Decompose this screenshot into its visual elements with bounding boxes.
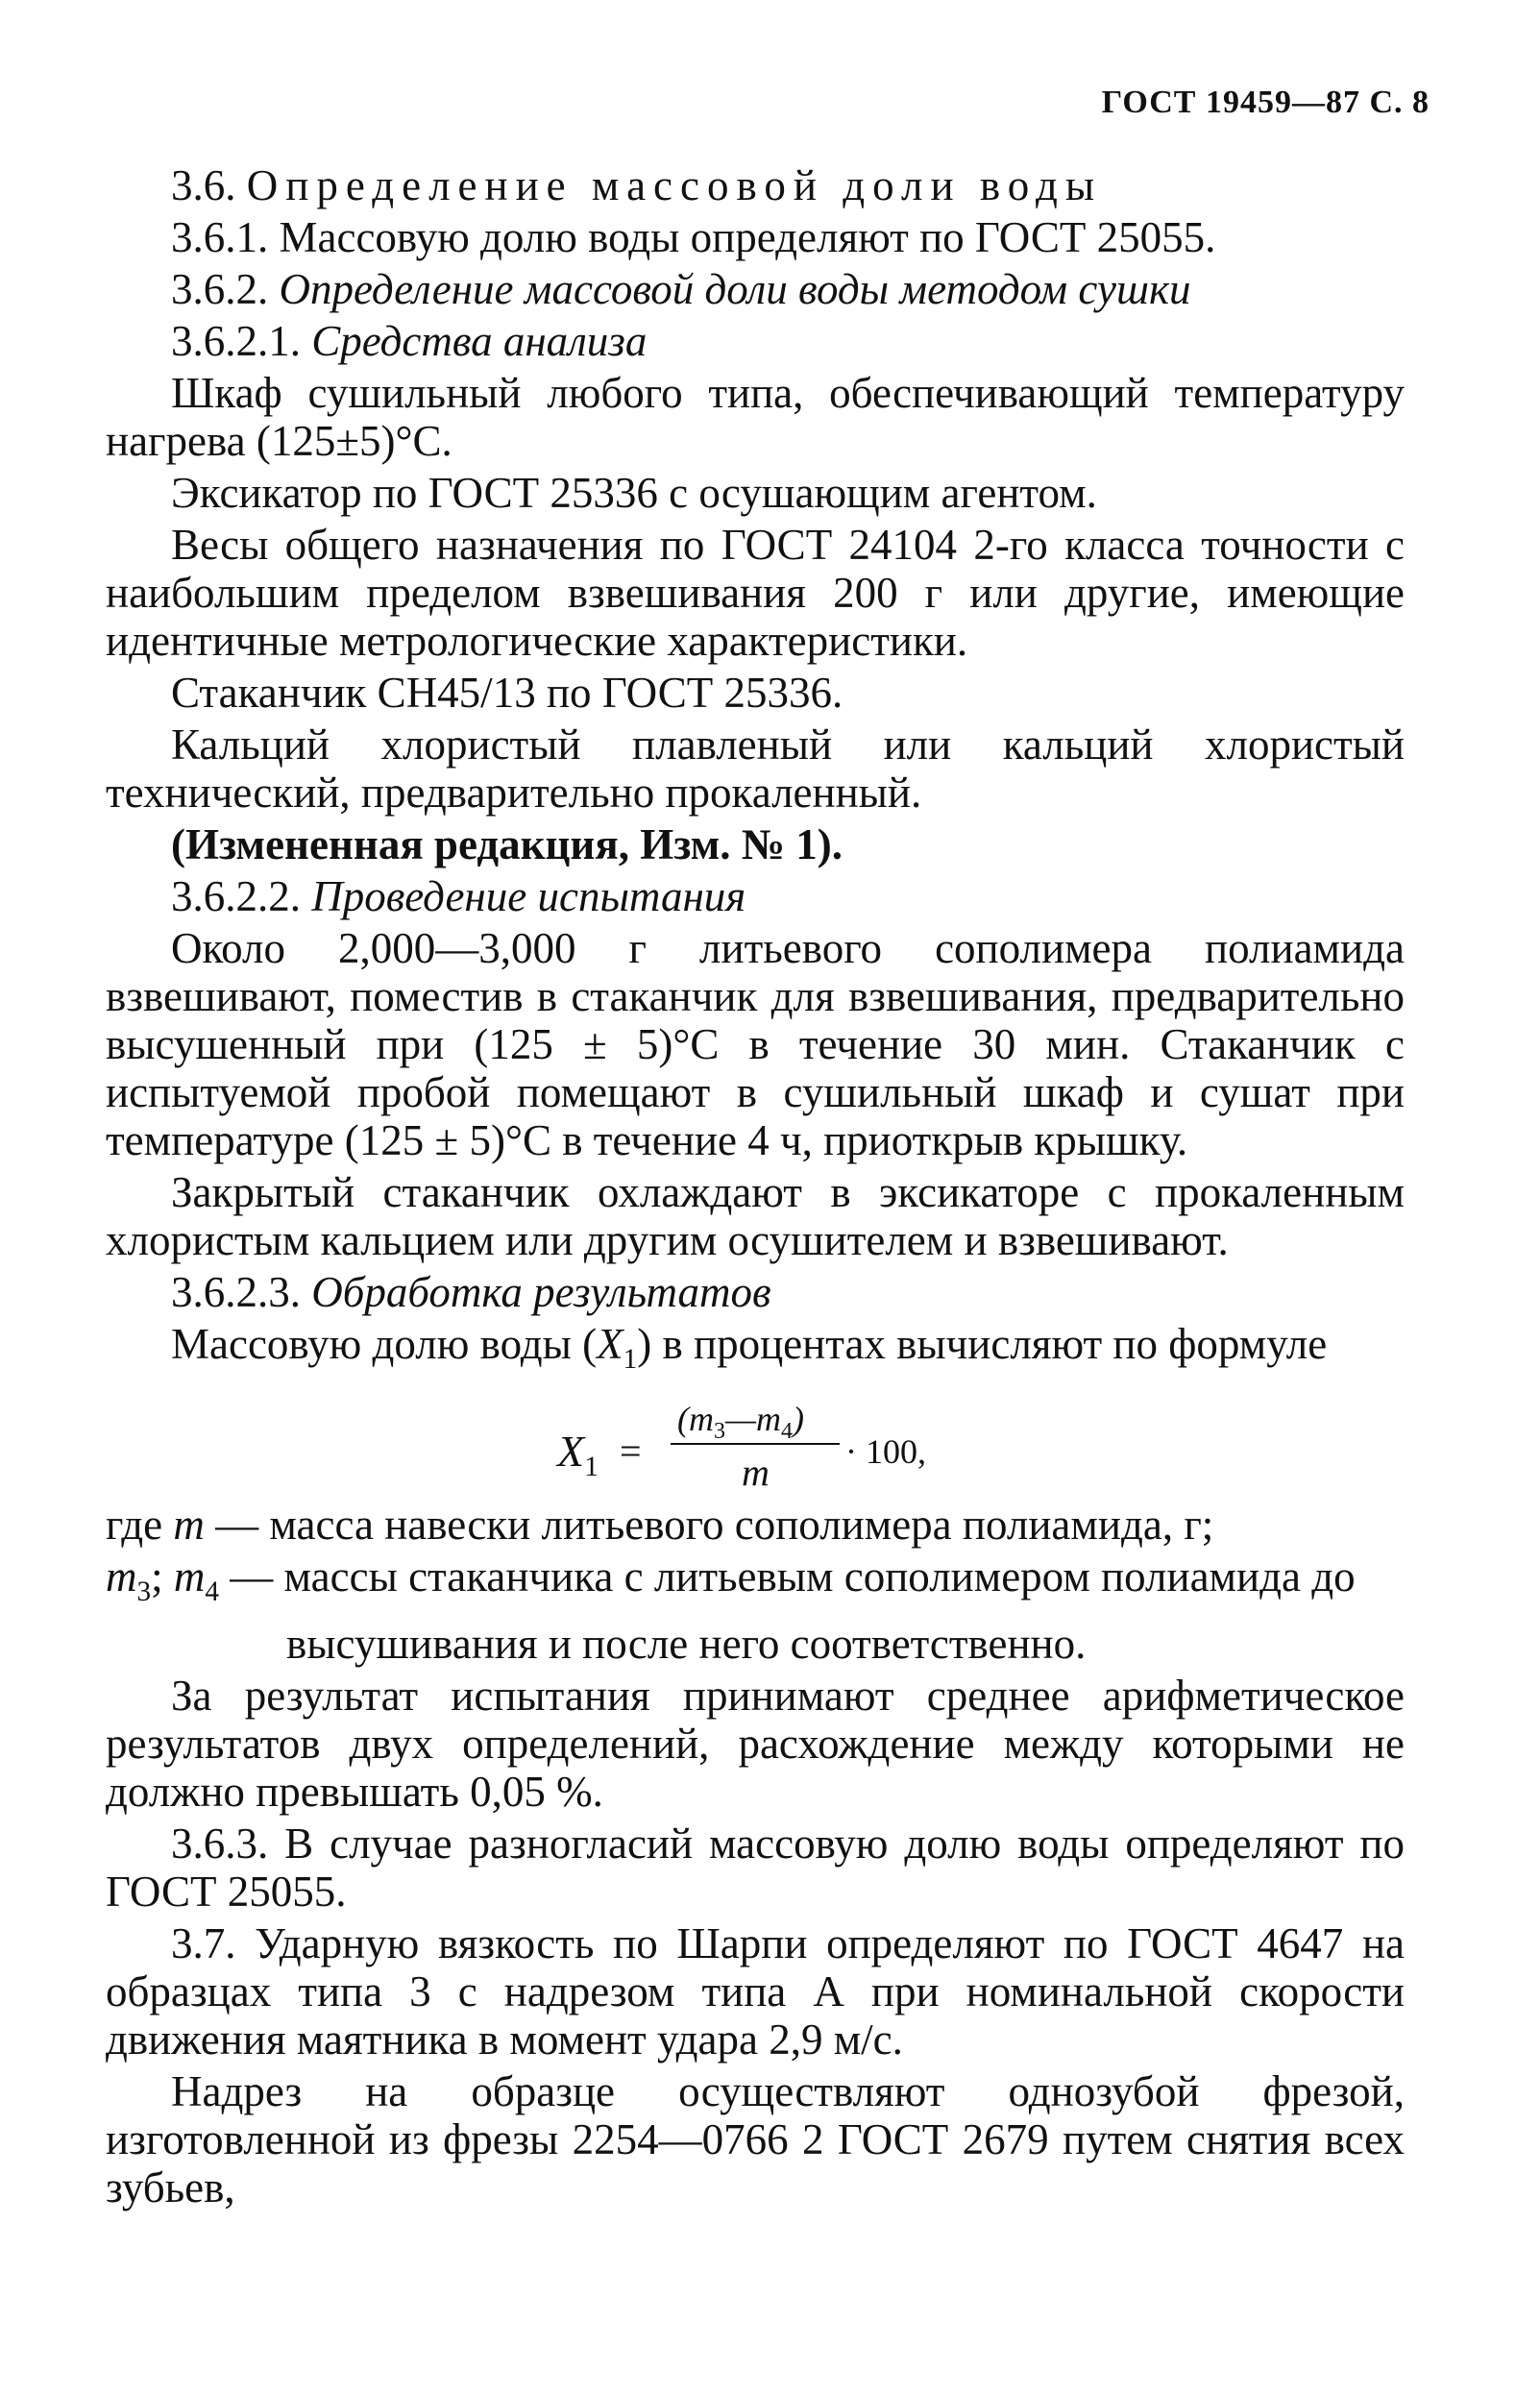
section-number: 3.6.2.2.	[171, 872, 301, 920]
section-3-7: 3.7. Ударную вязкость по Шарпи определяют по ГОСТ 4647 на образцах типа 3 с надрезом типа А при номинальной скорости движения маятника в момент удара 2,9 м/с.	[106, 1919, 1405, 2064]
result-paragraph: За результат испытания принимают среднее арифметическое результатов двух определений, расхождение между которыми не должно превышать 0,05 %.	[106, 1672, 1405, 1816]
document-body	[106, 161, 1405, 2215]
section-number: 3.6.	[171, 161, 236, 209]
formula-intro: Массовую долю воды $(X_1)$ в процентах вычисляют по формуле	[171, 1320, 1328, 1375]
section-3-6-2-1-heading	[106, 317, 1405, 365]
section-3-6-1: 3.6.1. Массовую долю воды определяют по ГОСТ 25055.	[171, 213, 1216, 261]
section-3-6-heading	[106, 161, 1405, 209]
fraction-bar	[671, 1443, 840, 1445]
water-fraction-formula	[106, 1389, 1405, 1497]
section-title: Средства анализа	[311, 317, 648, 365]
section-title: Определение массовой доли воды	[246, 161, 1103, 209]
procedure-paragraph: Около 2,000—3,000 г литьевого сополимера полиамида взвешивают, поместив в стаканчик для взвешивания, предварительно высушенный при (125 ± 5)°С в течение 30 мин. Стаканчик с испытуемой пробой помещают в сушильный шкаф и сушат при температуре (125 ± 5)°С в течение 4 ч, приоткрыв крышку.	[106, 924, 1405, 1164]
section-title: Проведение испытания	[311, 872, 746, 920]
equipment-item: Стаканчик СН45/13 по ГОСТ 25336.	[171, 669, 843, 717]
section-3-6-3: 3.6.3. В случае разногласий массовую долю воды определяют по ГОСТ 25055.	[106, 1820, 1405, 1916]
formula-equals: =	[620, 1429, 642, 1473]
section-number: 3.6.2.3.	[171, 1268, 301, 1316]
section-title: Обработка результатов	[311, 1268, 771, 1316]
section-3-6-2-3-heading	[106, 1268, 1405, 1316]
section-number: 3.6.2.	[171, 265, 269, 313]
procedure-paragraph: Закрытый стаканчик охлаждают в эксикаторе с прокаленным хлористым кальцием или другим осушителем и взвешивают.	[106, 1168, 1405, 1264]
formula-numerator: $(m_3—m_4)$	[677, 1400, 805, 1445]
formula-lhs: $X_1$	[557, 1427, 599, 1483]
where-m3-m4-cont: высушивания и после него соответственно.	[286, 1620, 1087, 1668]
amendment-note: (Измененная редакция, Изм. № 1).	[171, 820, 843, 868]
section-number: 3.6.2.1.	[171, 317, 301, 365]
formula-multiplier: · 100,	[845, 1432, 926, 1471]
notch-paragraph: Надрез на образце осуществляют однозубой фрезой, изготовленной из фрезы 2254—0766 2 ГОСТ 2679 путем снятия всех зубьев,	[106, 2067, 1405, 2211]
where-m: где m — масса навески литьевого сополимера полиамида, г;	[106, 1501, 1214, 1549]
equipment-item: Шкаф сушильный любого типа, обеспечивающий температуру нагрева (125±5)°С.	[106, 369, 1405, 465]
equipment-item: Кальций хлористый плавленый или кальций хлористый технический, предварительно прокаленный.	[106, 721, 1405, 817]
section-title: Определение массовой доли воды методом сушки	[279, 265, 1191, 313]
equipment-item: Эксикатор по ГОСТ 25336 с осушающим агентом.	[171, 469, 1097, 517]
section-3-6-2-2-heading	[106, 872, 1405, 920]
section-3-6-2-heading	[106, 265, 1405, 313]
formula-denominator: m	[742, 1451, 770, 1494]
equipment-item: Весы общего назначения по ГОСТ 24104 2-го класса точности с наибольшим пределом взвешивания 200 г или другие, имеющие идентичные метрологические характеристики.	[106, 521, 1405, 665]
page-header: ГОСТ 19459—87 С. 8	[1101, 85, 1430, 120]
where-m3-m4: $m_3$; $m_4$ — массы стаканчика с литьевым сополимером полиамида до	[106, 1552, 1356, 1607]
